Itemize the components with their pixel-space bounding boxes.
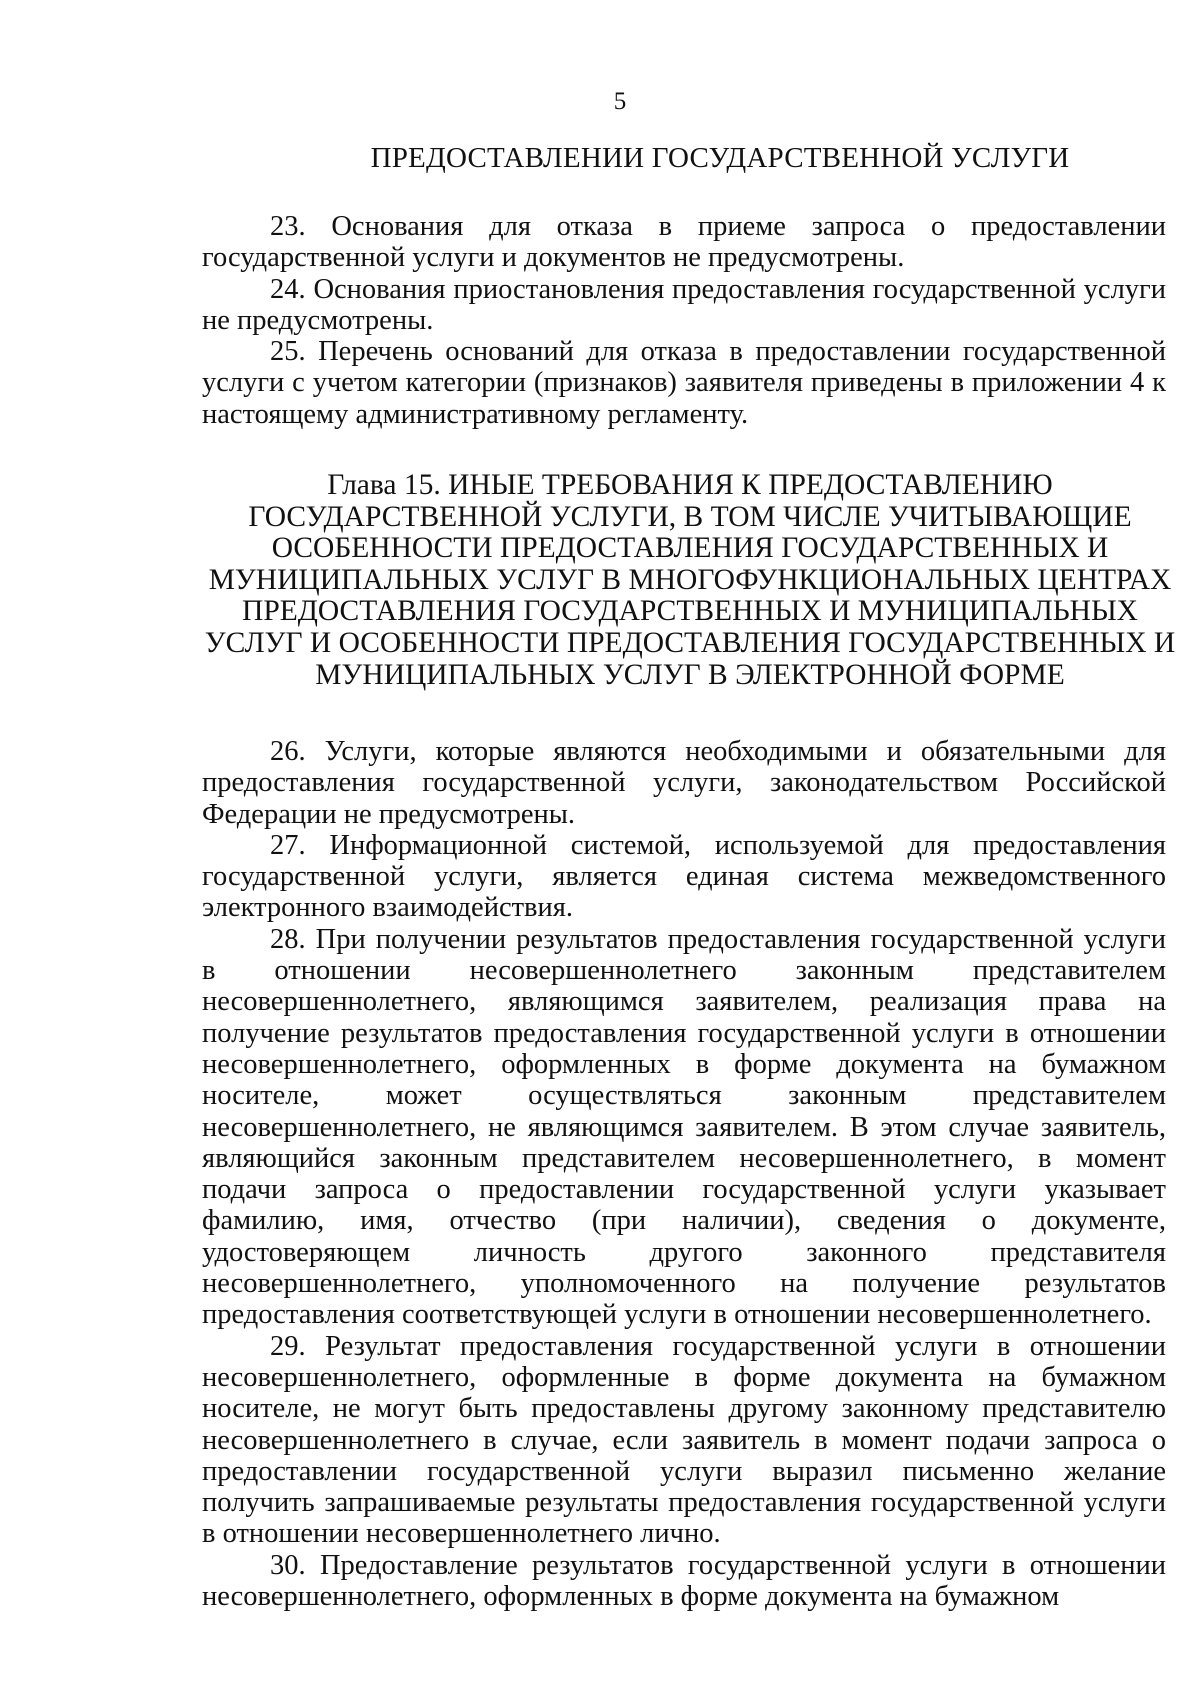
chapter-heading xyxy=(190,470,1190,691)
chapter-heading-line: ПРЕДОСТАВЛЕНИЯ ГОСУДАРСТВЕННЫХ И МУНИЦИПАЛЬНЫХ xyxy=(242,595,1138,628)
chapter-heading-line: Глава 15. ИНЫЕ ТРЕБОВАНИЯ К ПРЕДОСТАВЛЕНИЮ xyxy=(327,469,1053,501)
chapter-heading-line: МУНИЦИПАЛЬНЫХ УСЛУГ В ЭЛЕКТРОННОЙ ФОРМЕ xyxy=(315,658,1065,691)
section-heading: ПРЕДОСТАВЛЕНИИ ГОСУДАРСТВЕННОЙ УСЛУГИ xyxy=(370,142,1070,174)
paragraph-block-top xyxy=(202,211,1166,430)
paragraph-30: 30. Предоставление результатов государственной услуги в отношении несовершеннолетнего, оформленных в форме документа на бумажном xyxy=(202,1549,1166,1613)
paragraph-26: 26. Услуги, которые являются необходимыми и обязательными для предоставления государственной услуги, законодательством Российской Федерации не предусмотрены. xyxy=(202,736,1166,830)
paragraph-27: 27. Информационной системой, используемой для предоставления государственной услуги, является единая система межведомственного электронного взаимодействия. xyxy=(202,829,1166,924)
chapter-heading-line: ОСОБЕННОСТИ ПРЕДОСТАВЛЕНИЯ ГОСУДАРСТВЕННЫХ И xyxy=(271,532,1109,565)
paragraph-23: 23. Основания для отказа в приеме запроса о предоставлении государственной услуги и документов не предусмотрены. xyxy=(202,211,1166,274)
paragraph-28: 28. При получении результатов предоставления государственной услуги в отношении несовершеннолетнего законным представителем несовершеннолетнего, являющимся заявителем, реализация права на получение результатов предоставления государственной услуги в отношении несовершеннолетнего, оформленных в форме документа на бумажном носителе, может осуществляться законным представителем несовершеннолетнего, не являющимся заявителем. В этом случае заявитель, являющийся законным представителем несовершеннолетнего, в момент подачи запроса о предоставлении государственной услуги указывает фамилию, имя, отчество (при наличии), сведения о документе, удостоверяющем личность другого законного представителя несовершеннолетнего, уполномоченного на получение результатов предоставления соответствующей услуги в отношении несовершеннолетнего. xyxy=(202,923,1166,1331)
chapter-heading-line: МУНИЦИПАЛЬНЫХ УСЛУГ В МНОГОФУНКЦИОНАЛЬНЫХ ЦЕНТРАХ xyxy=(208,563,1172,596)
paragraph-25: 25. Перечень оснований для отказа в предоставлении государственной услуги с учетом категории (признаков) заявителя приведены в приложении 4 к настоящему административному регламенту. xyxy=(202,336,1166,430)
page-number: 5 xyxy=(613,88,627,115)
paragraph-24: 24. Основания приостановления предоставления государственной услуги не предусмотрены. xyxy=(202,273,1166,336)
chapter-heading-line: УСЛУГ И ОСОБЕННОСТИ ПРЕДОСТАВЛЕНИЯ ГОСУДАРСТВЕННЫХ И xyxy=(204,626,1176,659)
chapter-heading-line: ГОСУДАРСТВЕННОЙ УСЛУГИ, В ТОМ ЧИСЛЕ УЧИТЫВАЮЩИЕ xyxy=(248,500,1132,533)
paragraph-block-bottom xyxy=(202,736,1166,1612)
paragraph-29: 29. Результат предоставления государственной услуги в отношении несовершеннолетнего, оформленные в форме документа на бумажном носителе, не могут быть предоставлены другому законному представителю несовершеннолетнего в случае, если заявитель в момент подачи запроса о предоставлении государственной услуги выразил письменно желание получить запрашиваемые результаты предоставления государственной услуги в отношении несовершеннолетнего лично. xyxy=(202,1330,1166,1550)
